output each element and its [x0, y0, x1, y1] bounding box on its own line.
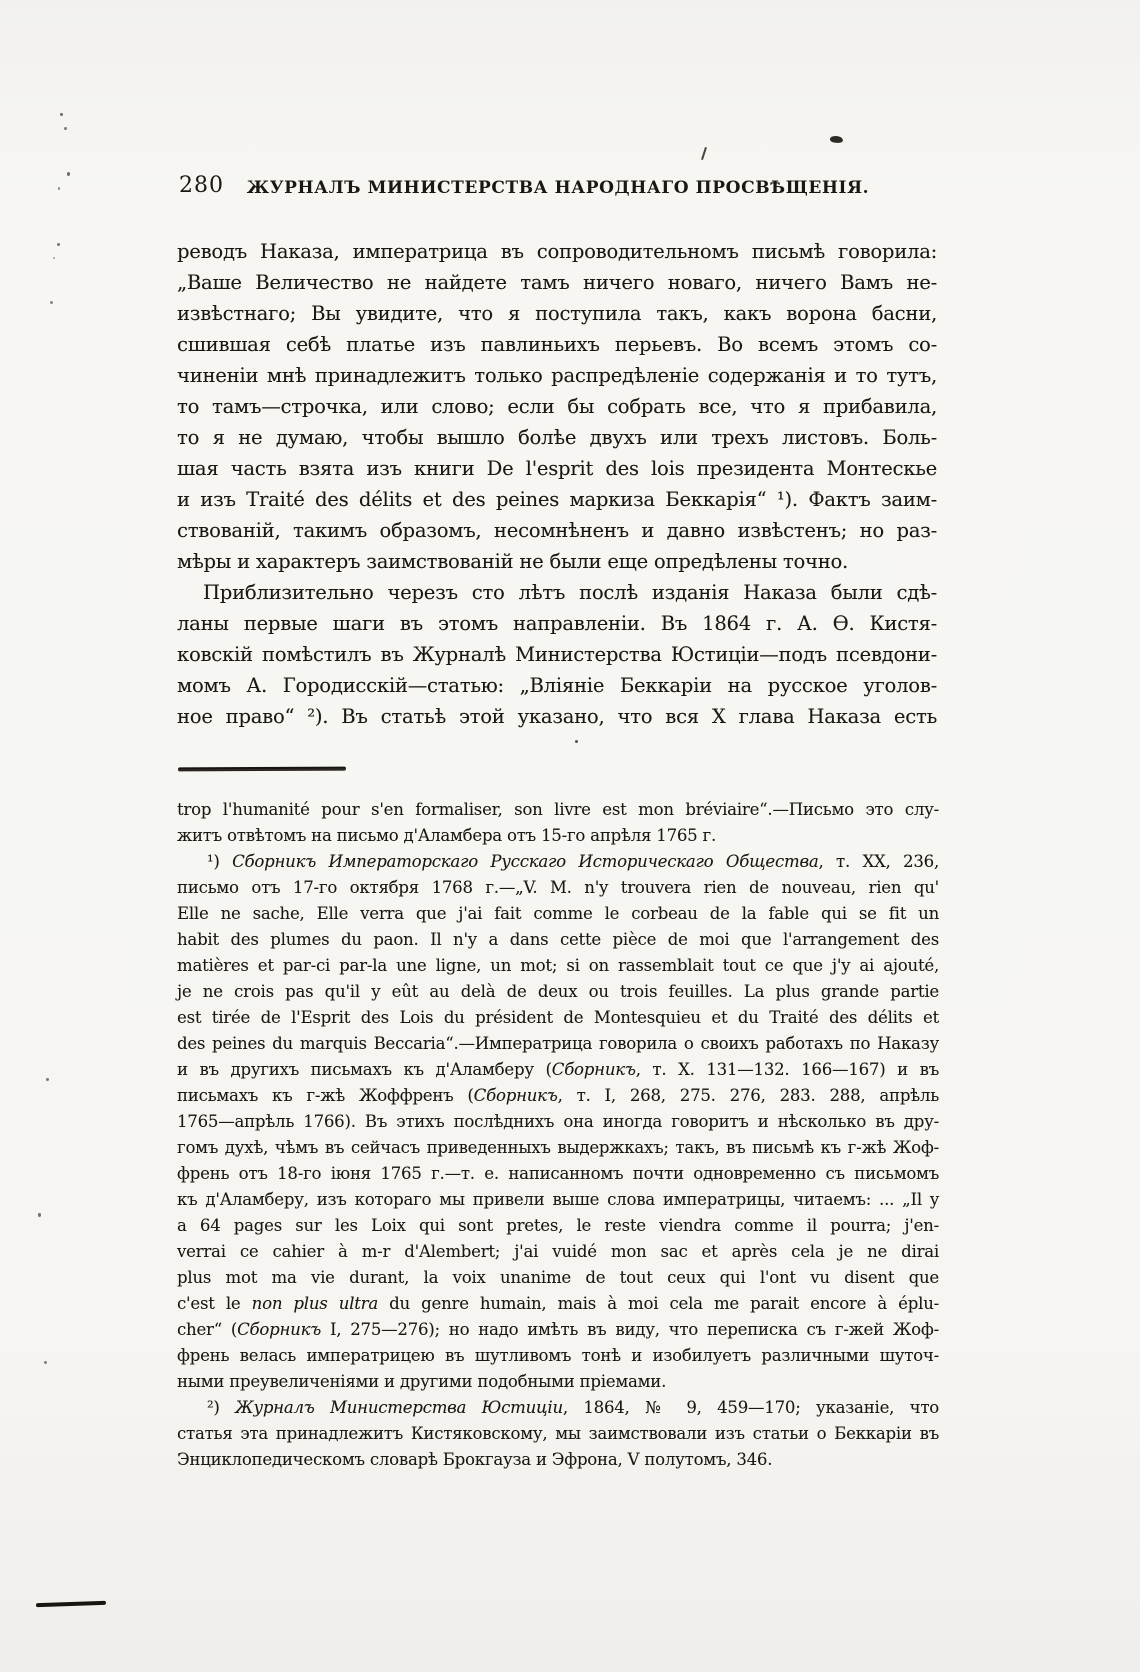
text-segment: френь отъ 18-го іюня 1765 г.—т. е. написанномъ почти одновременно съ письмомъ: [177, 1164, 939, 1183]
text-segment: , т. XX, 236,: [818, 852, 939, 871]
text-segment: , т. I, 268, 275. 276, 283. 288, апрѣль: [557, 1086, 939, 1105]
text-segment: du genre humain, mais à moi cela me parait encore à éplu-: [378, 1294, 939, 1313]
text-segment: des peines du marquis Beccaria“.—Императрица говорила о своихъ работахъ по Наказу: [177, 1034, 939, 1053]
text-line: [177, 1265, 939, 1291]
ink-speck: [38, 1213, 41, 1217]
text-segment: ными преувеличеніями и другими подобными пріемами.: [177, 1372, 667, 1391]
text-segment: чиненіи мнѣ принадлежитъ только распредѣленіе содержанія и то тутъ,: [177, 364, 937, 387]
text-segment: cher“ (: [177, 1320, 238, 1339]
text-segment: ²): [207, 1398, 236, 1417]
text-segment: ланы первые шаги въ этомъ направленіи. Въ 1864 г. А. Ѳ. Кистя-: [177, 612, 937, 635]
text-segment: 1765—апрѣль 1766). Въ этихъ послѣднихъ она иногда говоритъ и нѣсколько въ дру-: [177, 1112, 939, 1131]
ink-speck: [50, 301, 53, 304]
text-line: [177, 823, 939, 849]
text-segment: френь велась императрицею въ шутливомъ тонѣ и изобилуетъ различными шуточ-: [177, 1346, 939, 1365]
footnote-separator-rule: [178, 767, 346, 772]
text-line: [177, 797, 939, 823]
text-segment: matières et par-ci par-la une ligne, un mot; si on rassemblait tout ce que j'y ai ajouté,: [177, 956, 939, 975]
text-line: [177, 267, 937, 298]
ink-speck: [64, 127, 67, 130]
text-segment: trop l'humanité pour s'en formaliser, son livre est mon bréviaire“.—Письмо это слу-: [177, 800, 939, 819]
text-segment: сшившая себѣ платье изъ павлиньихъ перьевъ. Во всемъ этомъ со-: [177, 333, 937, 356]
text-line: [177, 1031, 939, 1057]
text-segment: , 1864, № 9, 459—170; указаніе, что: [562, 1398, 939, 1417]
ink-mark-dash: [36, 1601, 106, 1607]
ink-speck: [53, 257, 55, 259]
text-segment: Энциклопедическомъ словарѣ Брокгауза и Эфрона, V полутомъ, 346.: [177, 1450, 773, 1469]
italic-text-segment: non plus ultra: [251, 1294, 378, 1313]
text-line: [177, 577, 937, 608]
text-line: [177, 670, 937, 701]
italic-text-segment: Сборникъ: [473, 1086, 558, 1105]
text-line: [177, 1239, 939, 1265]
text-segment: реводъ Наказа, императрица въ сопроводительномъ письмѣ говорила:: [177, 240, 937, 263]
footnote-2: [177, 1395, 939, 1473]
text-line: [177, 875, 939, 901]
page-number: 280: [179, 173, 224, 198]
text-segment: момъ А. Городисскій—статью: „Вліяніе Беккаріи на русское уголов-: [177, 674, 937, 697]
text-segment: je ne crois pas qu'il y eût au delà de deux ou trois feuilles. La plus grande partie: [177, 982, 939, 1001]
text-segment: ное право“ ²). Въ статьѣ этой указано, что вся X глава Наказа есть: [177, 705, 937, 728]
text-segment: гомъ духѣ, чѣмъ въ сейчасъ приведенныхъ выдержкахъ; такъ, въ письмѣ къ г-жѣ Жоф-: [177, 1138, 939, 1157]
text-segment: ствованій, такимъ образомъ, несомнѣненъ и давно извѣстенъ; но раз-: [177, 519, 937, 542]
paragraph: [177, 577, 937, 732]
journal-running-title: ЖУРНАЛЪ МИНИСТЕРСТВА НАРОДНАГО ПРОСВѢЩЕНІЯ.: [246, 178, 870, 198]
ink-mark-comma: [829, 135, 843, 145]
text-segment: habit des plumes du paon. Il n'y a dans cette pièce de moi que l'arrangement des: [177, 930, 939, 949]
text-line: [177, 329, 937, 360]
text-line: [177, 1291, 939, 1317]
ink-speck: [46, 1078, 49, 1081]
text-line: [177, 1005, 939, 1031]
text-line: [177, 391, 937, 422]
text-line: [177, 1161, 939, 1187]
text-line: [177, 1369, 939, 1395]
text-segment: и въ другихъ письмахъ къ д'Аламберу (: [177, 1060, 552, 1079]
text-segment: verrai ce cahier à m-r d'Alembert; j'ai vuidé mon sac et après cela je ne dirai: [177, 1242, 939, 1261]
text-line: [177, 360, 937, 391]
text-segment: a 64 pages sur les Loix qui sont pretes, le reste viendra comme il pourra; j'en-: [177, 1216, 939, 1235]
text-segment: I, 275—276); но надо имѣть въ виду, что переписка съ г-жей Жоф-: [321, 1320, 939, 1339]
text-segment: то я не думаю, чтобы вышло болѣе двухъ или трехъ листовъ. Боль-: [177, 426, 937, 449]
text-segment: „Ваше Величество не найдете тамъ ничего новаго, ничего Вамъ не-: [177, 271, 937, 294]
text-line: [177, 901, 939, 927]
ink-speck: [67, 172, 70, 176]
text-line: [177, 701, 937, 732]
footnote-continuation: [177, 797, 939, 849]
text-segment: Приблизительно черезъ сто лѣтъ послѣ изданія Наказа были сдѣ-: [203, 581, 937, 604]
text-line: [177, 639, 937, 670]
text-line: [177, 849, 939, 875]
text-segment: извѣстнаго; Вы увидите, что я поступила такъ, какъ ворона басни,: [177, 302, 937, 325]
text-line: [177, 927, 939, 953]
text-line: [177, 453, 937, 484]
text-line: [177, 1343, 939, 1369]
ink-speck: [575, 740, 578, 743]
text-line: [177, 1317, 939, 1343]
text-line: [177, 1135, 939, 1161]
text-line: [177, 1187, 939, 1213]
text-line: [177, 422, 937, 453]
text-line: [177, 546, 937, 577]
italic-text-segment: Сборникъ Императорскаго Русскаго Историческаго Общества: [232, 852, 819, 871]
text-segment: plus mot ma vie durant, la voix unanime de tout ceux qui l'ont vu disent que: [177, 1268, 939, 1287]
text-line: [177, 953, 939, 979]
text-segment: житъ отвѣтомъ на письмо д'Аламбера отъ 15-го апрѣля 1765 г.: [177, 826, 716, 845]
italic-text-segment: Журналъ Министерства Юстиціи: [235, 1398, 563, 1417]
text-segment: Elle ne sache, Elle verra que j'ai fait comme le corbeau de la fable qui se fit un: [177, 904, 939, 923]
text-segment: мѣры и характеръ заимствованій не были еще опредѣлены точно.: [177, 550, 849, 573]
text-segment: статья эта принадлежитъ Кистяковскому, мы заимствовали изъ статьи о Беккаріи въ: [177, 1424, 939, 1443]
text-line: [177, 515, 937, 546]
text-line: [177, 1421, 939, 1447]
text-segment: est tirée de l'Esprit des Lois du président de Montesquieu et du Traité des délits et: [177, 1008, 939, 1027]
text-segment: , т. X. 131—132. 166—167) и въ: [635, 1060, 939, 1079]
italic-text-segment: Сборникъ: [237, 1320, 322, 1339]
text-line: [177, 608, 937, 639]
footnote-1: [177, 849, 939, 1395]
text-line: [177, 1395, 939, 1421]
text-segment: ковскій помѣстилъ въ Журналѣ Министерства Юстиціи—подъ псевдони-: [177, 643, 937, 666]
text-line: [177, 298, 937, 329]
ink-mark-slash: [701, 147, 707, 160]
footnotes-block: [177, 797, 939, 1473]
text-line: [177, 236, 937, 267]
text-segment: то тамъ—строчка, или слово; если бы собрать все, что я прибавила,: [177, 395, 937, 418]
text-segment: и изъ Traité des délits et des peines маркиза Беккарія“ ¹). Фактъ заим-: [177, 488, 937, 511]
text-line: [177, 1447, 939, 1473]
text-line: [177, 979, 939, 1005]
text-segment: шая часть взята изъ книги De l'esprit des lois президента Монтескье: [177, 457, 937, 480]
ink-speck: [57, 243, 60, 246]
ink-speck: [58, 187, 60, 190]
text-segment: письмо отъ 17-го октября 1768 г.—„V. M. n'y trouvera rien de nouveau, rien qu': [177, 878, 939, 897]
text-segment: c'est le: [177, 1294, 252, 1313]
italic-text-segment: Сборникъ: [551, 1060, 636, 1079]
text-segment: ¹): [207, 852, 233, 871]
ink-speck: [60, 113, 63, 116]
text-line: [177, 484, 937, 515]
paragraph-continuation: [177, 236, 937, 577]
page-header: [177, 173, 939, 203]
text-segment: письмахъ къ г-жѣ Жоффренъ (: [177, 1086, 474, 1105]
text-segment: къ д'Аламберу, изъ котораго мы привели выше слова императрицы, читаемъ: ... „Il y: [177, 1190, 939, 1209]
text-line: [177, 1083, 939, 1109]
text-line: [177, 1109, 939, 1135]
main-text-block: [177, 236, 937, 732]
text-line: [177, 1213, 939, 1239]
text-line: [177, 1057, 939, 1083]
ink-speck: [44, 1361, 47, 1364]
